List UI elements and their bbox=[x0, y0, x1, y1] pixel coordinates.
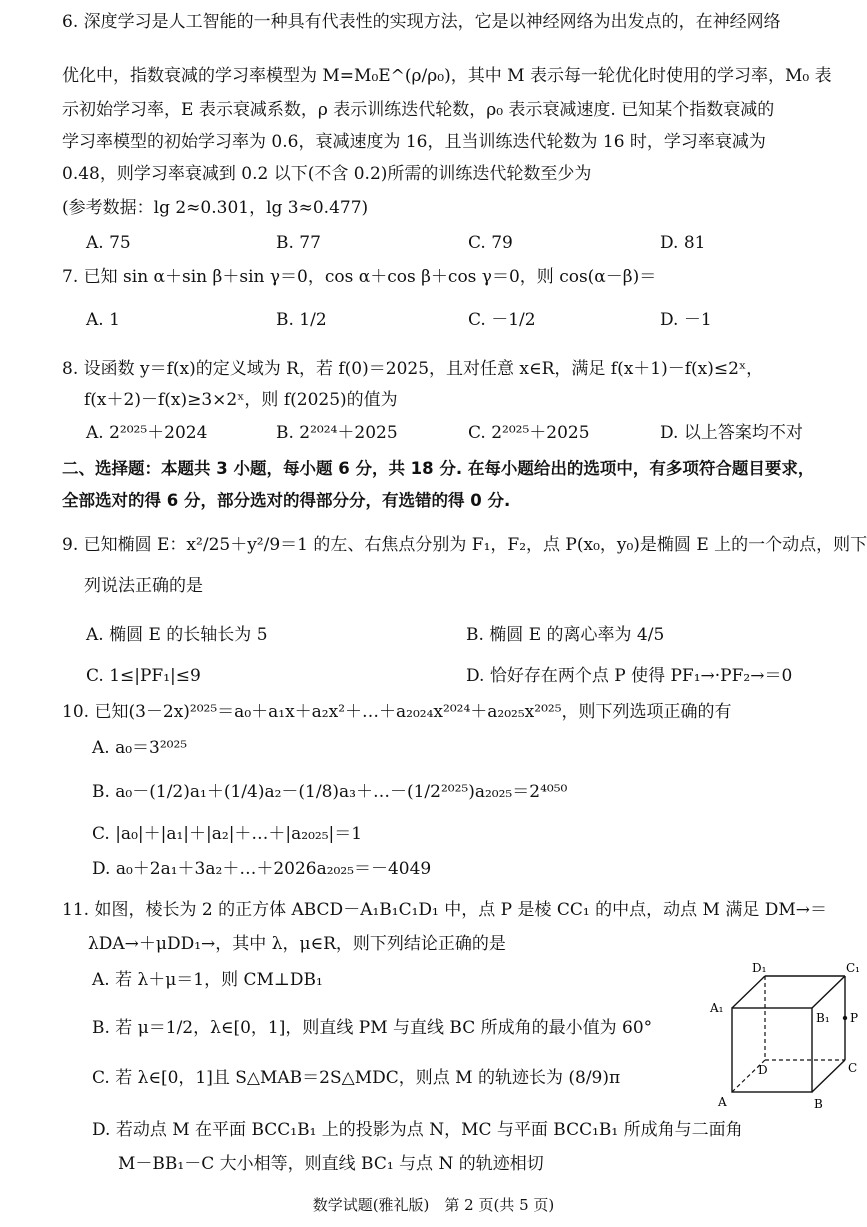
label-d1: D₁ bbox=[752, 961, 767, 975]
q6-line1: 6. 深度学习是人工智能的一种具有代表性的实现方法，它是以神经网络为出发点的，在神经网络 bbox=[62, 12, 781, 32]
q7-line1: 7. 已知 sin α＋sin β＋sin γ＝0，cos α＋cos β＋cos γ＝0，则 cos(α－β)＝ bbox=[62, 267, 657, 287]
q11-option-d-line1: D. 若动点 M 在平面 BCC₁B₁ 上的投影为点 N，MC 与平面 BCC₁B₁ 所成角与二面角 bbox=[92, 1120, 743, 1140]
q8-option-b: B. 2²⁰²⁴＋2025 bbox=[276, 423, 398, 443]
q10-option-b: B. a₀－(1/2)a₁＋(1/4)a₂－(1/8)a₃＋…－(1/2²⁰²⁵)a₂₀₂₅＝2⁴⁰⁵⁰ bbox=[92, 782, 568, 802]
q10-option-d: D. a₀＋2a₁＋3a₂＋…＋2026a₂₀₂₅＝－4049 bbox=[92, 859, 432, 879]
section2-heading-line1: 二、选择题：本题共 3 小题，每小题 6 分，共 18 分. 在每小题给出的选项中，有多项符合题目要求， bbox=[62, 459, 815, 478]
cube-figure bbox=[700, 960, 865, 1120]
q11-option-b: B. 若 μ＝1/2，λ∈[0，1]，则直线 PM 与直线 BC 所成角的最小值为 60° bbox=[92, 1018, 653, 1038]
label-p: P bbox=[850, 1011, 859, 1025]
q9-option-c: C. 1≤|PF₁|≤9 bbox=[86, 666, 201, 686]
label-c: C bbox=[848, 1061, 858, 1075]
label-a1: A₁ bbox=[710, 1001, 724, 1015]
q9-option-a: A. 椭圆 E 的长轴长为 5 bbox=[86, 625, 268, 645]
label-c1: C₁ bbox=[846, 961, 860, 975]
q7-option-b: B. 1/2 bbox=[276, 310, 327, 330]
q8-option-d: D. 以上答案均不对 bbox=[660, 423, 803, 443]
q11-line1: 11. 如图，棱长为 2 的正方体 ABCD－A₁B₁C₁D₁ 中，点 P 是棱 CC₁ 的中点，动点 M 满足 DM→＝ bbox=[62, 900, 828, 920]
q6-option-d: D. 81 bbox=[660, 233, 706, 253]
q6-line5: 0.48，则学习率衰减到 0.2 以下(不含 0.2)所需的训练迭代轮数至少为 bbox=[62, 164, 592, 184]
q6-line3: 示初始学习率，E 表示衰减系数，ρ 表示训练迭代轮数，ρ₀ 表示衰减速度. 已知某个指数衰减的 bbox=[62, 100, 775, 120]
q11-line2: λDA→＋μDD₁→，其中 λ，μ∈R，则下列结论正确的是 bbox=[88, 934, 506, 954]
q7-option-c: C. －1/2 bbox=[468, 310, 536, 330]
q9-line1: 9. 已知椭圆 E：x²/25＋y²/9＝1 的左、右焦点分别为 F₁，F₂，点 P(x₀，y₀)是椭圆 E 上的一个动点，则下 bbox=[62, 535, 867, 555]
q8-option-c: C. 2²⁰²⁵＋2025 bbox=[468, 423, 590, 443]
page-footer: 数学试题(雅礼版) 第 2 页(共 5 页) bbox=[312, 1196, 555, 1214]
q9-option-b: B. 椭圆 E 的离心率为 4/5 bbox=[466, 625, 665, 645]
q6-line2: 优化中，指数衰减的学习率模型为 M=M₀E^(ρ/ρ₀)，其中 M 表示每一轮优化时使用的学习率，M₀ 表 bbox=[62, 66, 832, 86]
section2-heading-line2: 全部选对的得 6 分，部分选对的得部分分，有选错的得 0 分. bbox=[62, 491, 511, 510]
label-d: D bbox=[758, 1063, 768, 1077]
q8-option-a: A. 2²⁰²⁵＋2024 bbox=[86, 423, 208, 443]
q11-option-d-line2: M－BB₁－C 大小相等，则直线 BC₁ 与点 N 的轨迹相切 bbox=[118, 1154, 544, 1174]
label-b1: B₁ bbox=[816, 1011, 830, 1025]
q8-line1: 8. 设函数 y＝f(x)的定义域为 R，若 f(0)＝2025，且对任意 x∈R，满足 f(x＋1)－f(x)≤2ˣ， bbox=[62, 359, 764, 379]
q10-option-a: A. a₀＝3²⁰²⁵ bbox=[92, 738, 188, 758]
q10-option-c: C. |a₀|＋|a₁|＋|a₂|＋…＋|a₂₀₂₅|＝1 bbox=[92, 824, 363, 844]
q7-option-d: D. －1 bbox=[660, 310, 712, 330]
q10-line1: 10. 已知(3－2x)²⁰²⁵＝a₀＋a₁x＋a₂x²＋…＋a₂₀₂₄x²⁰²⁴＋a₂₀₂₅x²⁰²⁵，则下列选项正确的有 bbox=[62, 702, 732, 722]
q11-option-a: A. 若 λ＋μ＝1，则 CM⊥DB₁ bbox=[92, 970, 323, 990]
q9-line2: 列说法正确的是 bbox=[84, 576, 203, 596]
q6-option-c: C. 79 bbox=[468, 233, 513, 253]
label-a: A bbox=[718, 1095, 727, 1109]
q8-line2: f(x＋2)－f(x)≥3×2ˣ，则 f(2025)的值为 bbox=[84, 390, 398, 410]
q9-option-d: D. 恰好存在两个点 P 使得 PF₁→·PF₂→＝0 bbox=[466, 666, 793, 686]
q6-line6: (参考数据：lg 2≈0.301，lg 3≈0.477) bbox=[62, 198, 369, 218]
q6-option-b: B. 77 bbox=[276, 233, 321, 253]
q11-option-c: C. 若 λ∈[0，1]且 S△MAB＝2S△MDC，则点 M 的轨迹长为 (8/9)π bbox=[92, 1068, 621, 1088]
q6-line4: 学习率模型的初始学习率为 0.6，衰减速度为 16，且当训练迭代轮数为 16 时，学习率衰减为 bbox=[62, 132, 766, 152]
q6-option-a: A. 75 bbox=[86, 233, 131, 253]
label-b: B bbox=[814, 1097, 823, 1111]
q7-option-a: A. 1 bbox=[86, 310, 120, 330]
